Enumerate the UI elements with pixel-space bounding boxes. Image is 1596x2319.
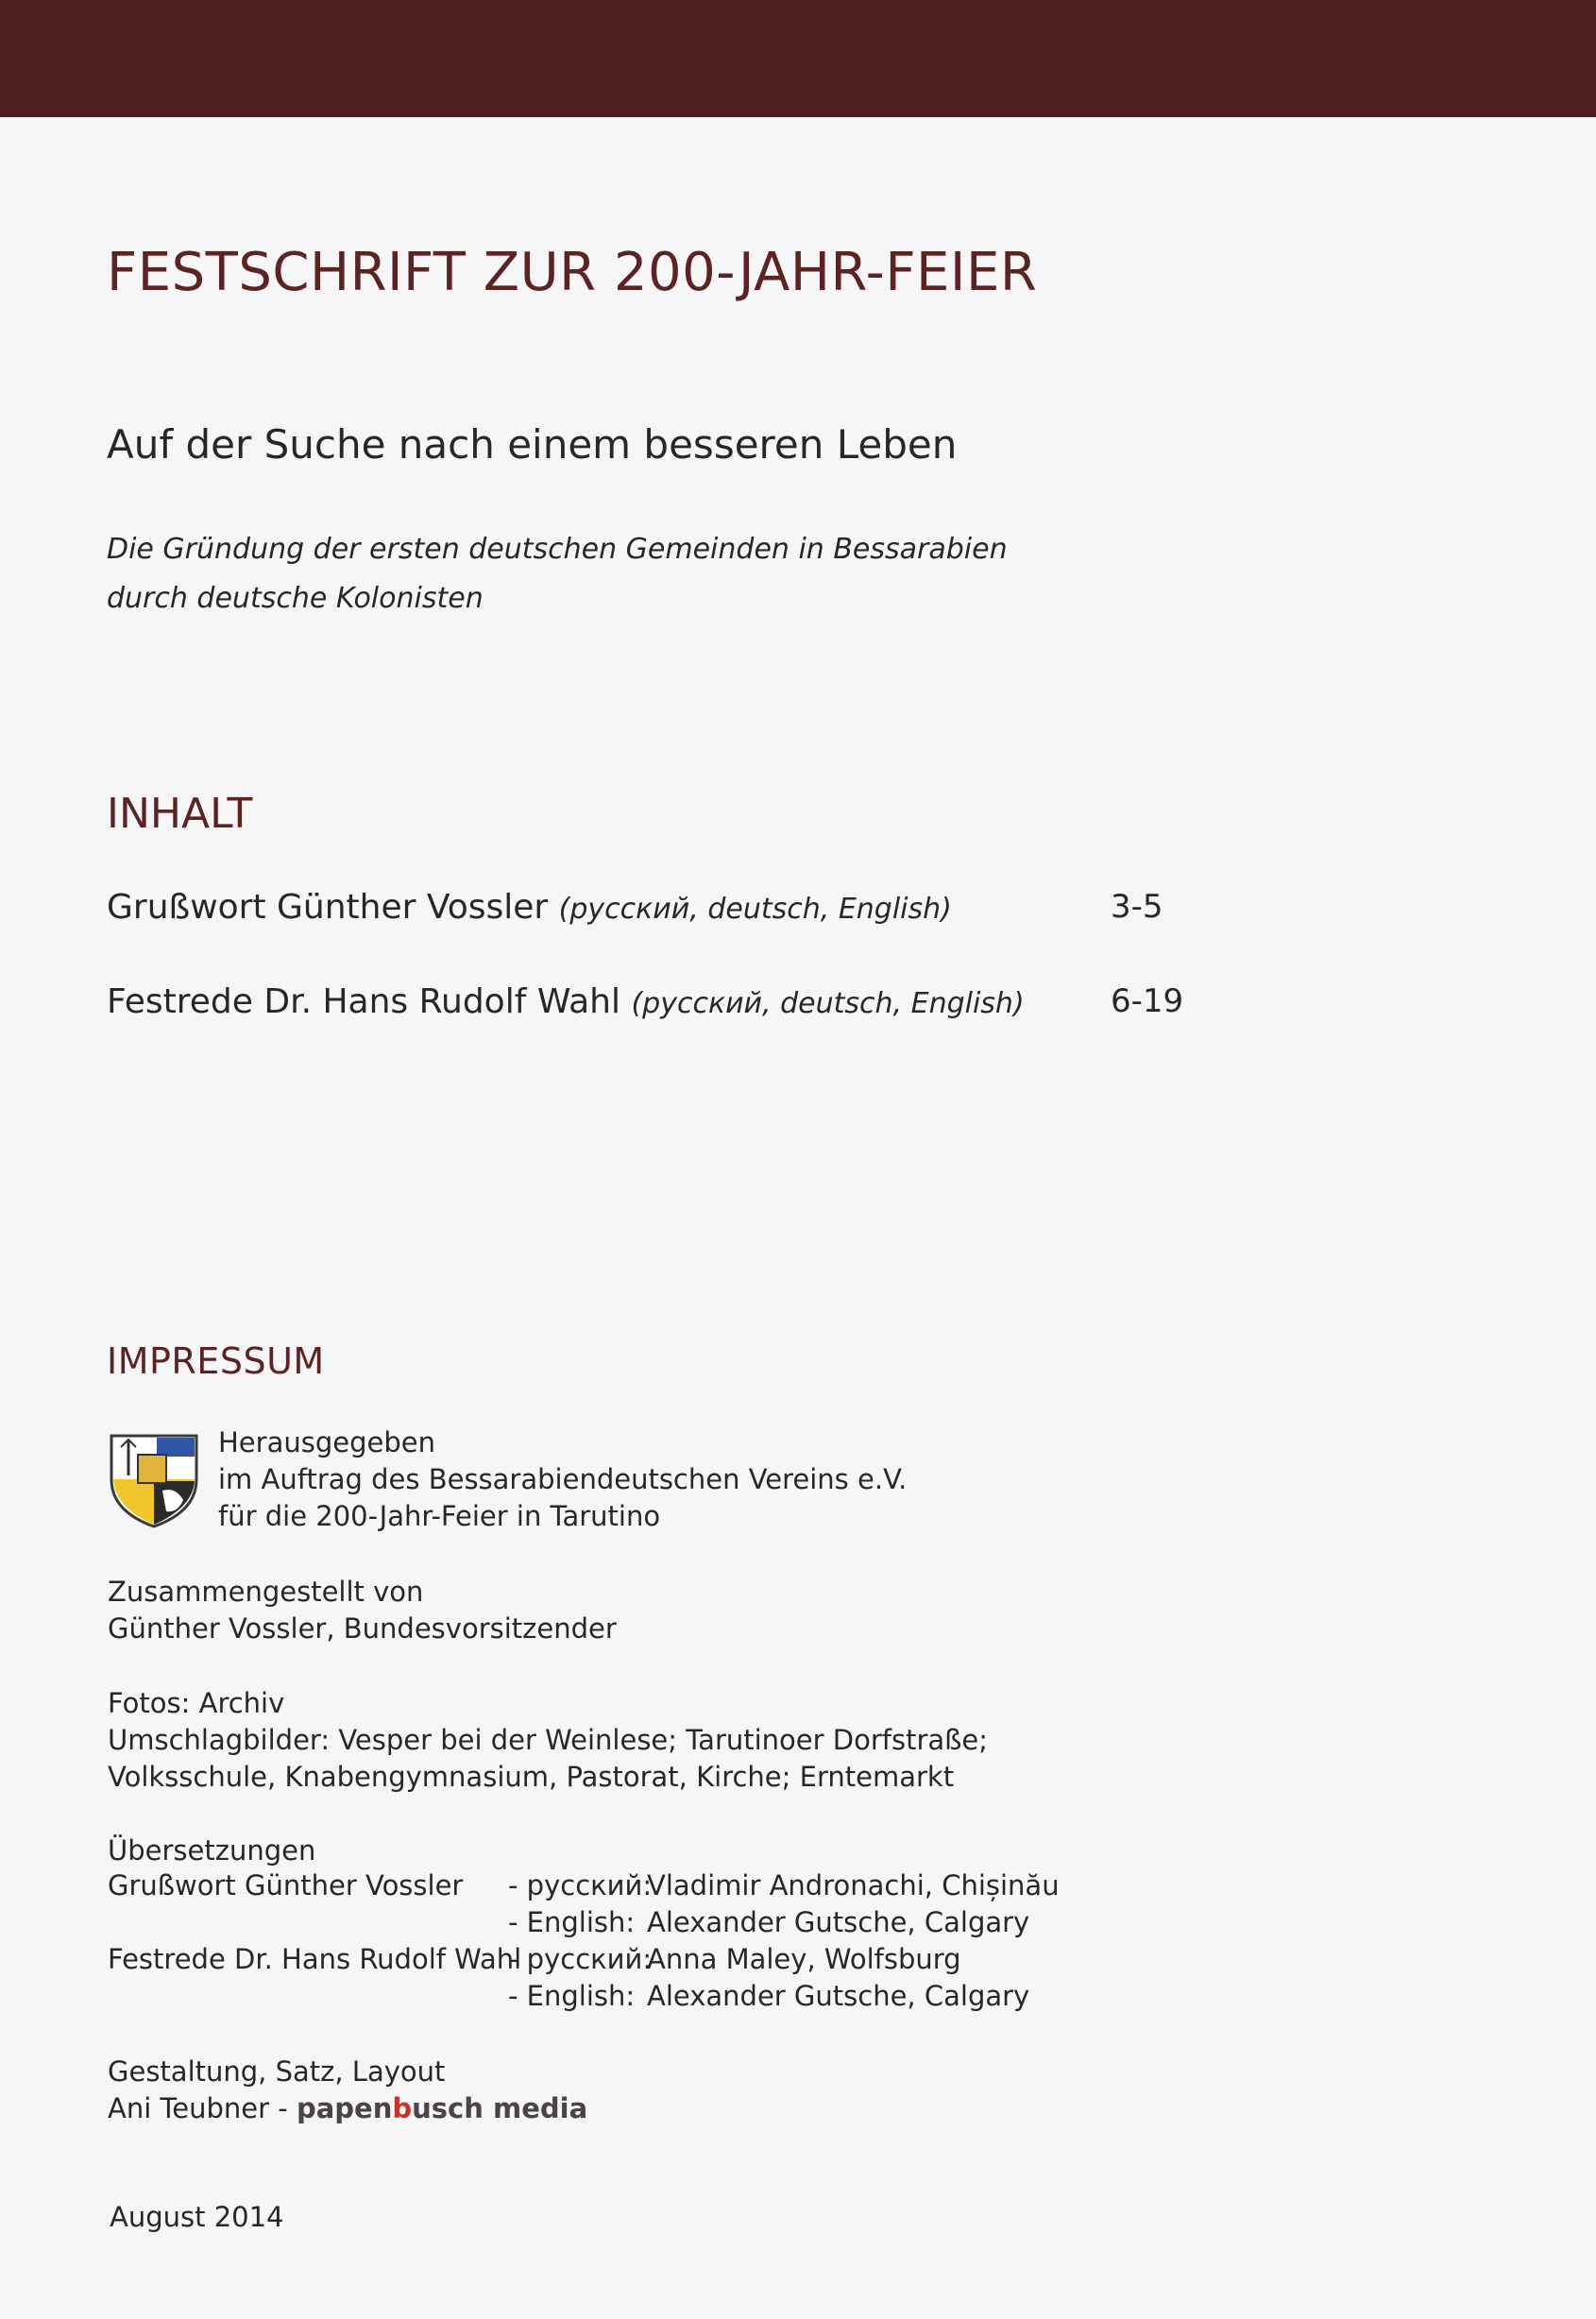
translator-name: Alexander Gutsche, Calgary xyxy=(647,1980,1030,2012)
compiled-line: Günther Vossler, Bundesvorsitzender xyxy=(108,1612,617,1645)
designer-name: Ani Teubner - xyxy=(108,2092,288,2124)
brand-part-accent: b xyxy=(392,2092,413,2124)
brand-part: usch media xyxy=(412,2092,588,2124)
publisher-block xyxy=(218,1424,907,1535)
publisher-line: Herausgegeben xyxy=(218,1426,435,1458)
toc-entry-languages: (русский, deutsch, English) xyxy=(558,893,952,926)
translation-language: - русский: xyxy=(508,1943,653,1975)
page-subtitle: Auf der Suche nach einem besseren Leben xyxy=(107,421,958,468)
translator-name: Alexander Gutsche, Calgary xyxy=(647,1906,1030,1938)
design-credit-line xyxy=(108,2090,587,2127)
toc-entry-title-wrap xyxy=(107,888,952,927)
brand-part: papen xyxy=(296,2092,393,2124)
design-line: Gestaltung, Satz, Layout xyxy=(108,2055,446,2088)
lead-line: Die Gründung der ersten deutschen Gemeinden in Bessarabien xyxy=(107,533,1008,566)
brand-logo-text xyxy=(297,2092,587,2124)
photos-line: Fotos: Archiv xyxy=(108,1687,285,1719)
translations-heading: Übersetzungen xyxy=(108,1834,316,1867)
publisher-line: für die 200-Jahr-Feier in Tarutino xyxy=(218,1500,661,1532)
impressum-heading: IMPRESSUM xyxy=(107,1340,325,1382)
contents-heading: INHALT xyxy=(107,790,253,838)
toc-entry-languages: (русский, deutsch, English) xyxy=(631,987,1025,1020)
translation-work: Grußwort Günther Vossler xyxy=(108,1869,464,1901)
toc-entry-pages: 3-5 xyxy=(1111,888,1163,926)
translation-language: - English: xyxy=(508,1980,636,2012)
translation-work: Festrede Dr. Hans Rudolf Wahl xyxy=(108,1943,522,1975)
coat-of-arms-icon xyxy=(108,1432,200,1530)
toc-entry-pages: 6-19 xyxy=(1111,982,1184,1020)
publication-date: August 2014 xyxy=(110,2201,284,2233)
translator-name: Vladimir Andronachi, Chișinău xyxy=(647,1869,1060,1901)
publisher-line: im Auftrag des Bessarabiendeutschen Vereins e.V. xyxy=(218,1463,908,1495)
toc-entry[interactable] xyxy=(107,888,1183,935)
compiled-line: Zusammengestellt von xyxy=(108,1576,424,1608)
compiled-by-block xyxy=(108,1574,617,1647)
lead-text xyxy=(107,525,1008,623)
photo-credits-block xyxy=(108,1685,988,1796)
page-title: FESTSCHRIFT ZUR 200-JAHR-FEIER xyxy=(107,242,1038,303)
toc-entry[interactable] xyxy=(107,982,1183,1030)
toc-entry-title-wrap xyxy=(107,982,1025,1021)
translation-language: - English: xyxy=(508,1906,636,1938)
top-color-band xyxy=(0,0,1596,117)
translation-language: - русский: xyxy=(508,1869,653,1901)
design-credits-block xyxy=(108,2054,587,2127)
translator-name: Anna Maley, Wolfsburg xyxy=(647,1943,961,1975)
toc-entry-title: Grußwort Günther Vossler xyxy=(107,888,549,927)
photos-line: Volksschule, Knabengymnasium, Pastorat, Kirche; Erntemarkt xyxy=(108,1761,955,1793)
toc-entry-title: Festrede Dr. Hans Rudolf Wahl xyxy=(107,982,620,1021)
lead-line: durch deutsche Kolonisten xyxy=(107,582,484,615)
photos-line: Umschlagbilder: Vesper bei der Weinlese; Tarutinoer Dorfstraße; xyxy=(108,1724,989,1756)
